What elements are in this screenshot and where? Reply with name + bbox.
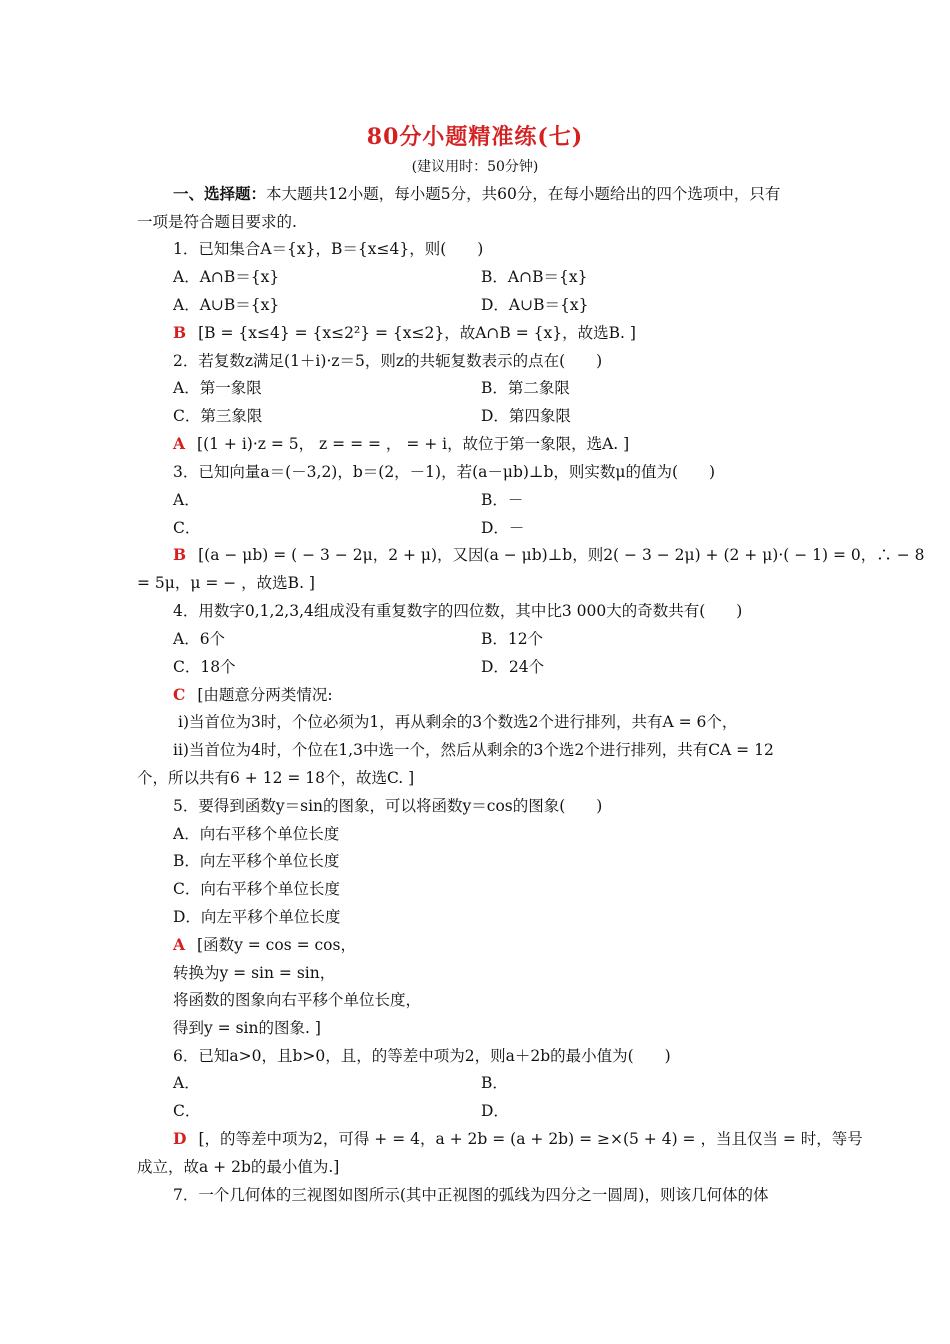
- q4-stem: 4．用数字0,1,2,3,4组成没有重复数字的四位数，其中比3 000大的奇数共有( ): [173, 602, 743, 620]
- page-title: 80分小题精准练(七): [366, 124, 584, 150]
- q2-solution: A [(1 + i)·z = 5， z = = = ， = + i，故位于第一象限，选A. ]: [173, 434, 630, 453]
- q2-option-c: C．第三象限: [173, 407, 263, 425]
- q6-option-d: D．: [481, 1102, 509, 1120]
- q6-option-a: A．: [173, 1074, 200, 1092]
- q1-option-b: B．A∩B＝{x}: [481, 268, 588, 286]
- q6-solution-line2: 成立，故a + 2b的最小值为.]: [137, 1158, 340, 1176]
- q4-solution-line2: ⅰ)当首位为3时，个位必须为1，再从剩余的3个数选2个进行排列，共有A = 6个，: [178, 713, 738, 731]
- q6-option-b: B．: [481, 1074, 508, 1092]
- suggested-time: (建议用时：50分钟): [411, 159, 539, 175]
- q4-answer: C: [173, 685, 186, 704]
- q5-solution-line3: 将函数的图象向右平移个单位长度，: [173, 991, 422, 1009]
- q6-solution-line1: D [，的等差中项为2，可得 + = 4，a + 2b = (a + 2b) = ≥×(5 + 4) = ，当且仅当 = 时，等号: [173, 1129, 863, 1148]
- q4-option-d: D．24个: [481, 658, 545, 676]
- q1-option-d: D．A∪B＝{x}: [481, 296, 589, 314]
- q5-solution-line2: 转换为y = sin = sin，: [173, 964, 336, 982]
- q5-stem: 5．要得到函数y＝sin的图象，可以将函数y＝cos的图象( ): [173, 797, 603, 815]
- q5-answer: A: [173, 935, 186, 954]
- q4-solution-line1: C [由题意分两类情况:: [173, 685, 333, 704]
- q3-option-c: C．: [173, 519, 201, 537]
- q5-solution-line1: A [函数y = cos = cos，: [173, 935, 356, 954]
- q2-option-a: A．第一象限: [173, 379, 262, 397]
- q2-option-b: B．第二象限: [481, 379, 570, 397]
- q4-option-c: C．18个: [173, 658, 236, 676]
- q4-option-a: A．6个: [173, 630, 226, 648]
- q3-option-a: A．: [173, 491, 200, 509]
- q3-stem: 3．已知向量a＝(－3,2)，b＝(2，－1)，若(a－μb)⊥b，则实数μ的值为( ): [173, 463, 716, 481]
- q2-option-d: D．第四象限: [481, 407, 571, 425]
- q4-solution-line3: ⅱ)当首位为4时，个位在1,3中选一个，然后从剩余的3个选2个进行排列，共有CA = 12: [173, 741, 774, 759]
- q6-option-c: C．: [173, 1102, 201, 1120]
- q3-solution-line2: = 5μ，μ = − ，故选B. ]: [137, 574, 315, 592]
- q3-option-d: D．－: [481, 519, 525, 537]
- q5-option-c: C．向右平移个单位长度: [173, 880, 340, 898]
- q3-option-b: B．－: [481, 491, 524, 509]
- q2-answer: A: [173, 434, 186, 453]
- q1-solution: B [B = {x≤4} = {x≤2²} = {x≤2}，故A∩B = {x}，故选B. ]: [173, 323, 636, 342]
- section-intro-line2: 一项是符合题目要求的.: [137, 213, 297, 231]
- q1-stem: 1．已知集合A＝{x}，B＝{x≤4}，则( ): [173, 240, 484, 258]
- q6-answer: D: [173, 1129, 187, 1148]
- q4-option-b: B．12个: [481, 630, 544, 648]
- q1-option-a: A．A∩B＝{x}: [173, 268, 280, 286]
- q1-answer: B: [173, 323, 187, 342]
- section-intro-line1: 一、选择题：本大题共12小题，每小题5分，共60分，在每小题给出的四个选项中，只有: [173, 184, 781, 203]
- q5-option-a: A．向右平移个单位长度: [173, 825, 340, 843]
- q6-stem: 6．已知a>0，且b>0，且，的等差中项为2，则a＋2b的最小值为( ): [173, 1047, 671, 1065]
- section-label: 一、选择题：: [173, 184, 267, 203]
- q4-solution-line4: 个，所以共有6 + 12 = 18个，故选C. ]: [137, 769, 415, 787]
- q5-option-b: B．向左平移个单位长度: [173, 852, 340, 870]
- q2-stem: 2．若复数z满足(1＋i)·z＝5，则z的共轭复数表示的点在( ): [173, 352, 603, 370]
- q5-solution-line4: 得到y = sin的图象. ]: [173, 1019, 321, 1037]
- q7-stem: 7．一个几何体的三视图如图所示(其中正视图的弧线为四分之一圆周)，则该几何体的体: [173, 1186, 769, 1204]
- q3-answer: B: [173, 545, 187, 564]
- q1-option-c: A．A∪B＝{x}: [173, 296, 280, 314]
- q5-option-d: D．向左平移个单位长度: [173, 908, 341, 926]
- q3-solution-line1: B [(a − μb) = ( − 3 − 2μ，2 + μ)，又因(a − μb)⊥b，则2( − 3 − 2μ) + (2 + μ)·( − 1) = 0，∴ − 8: [173, 545, 925, 564]
